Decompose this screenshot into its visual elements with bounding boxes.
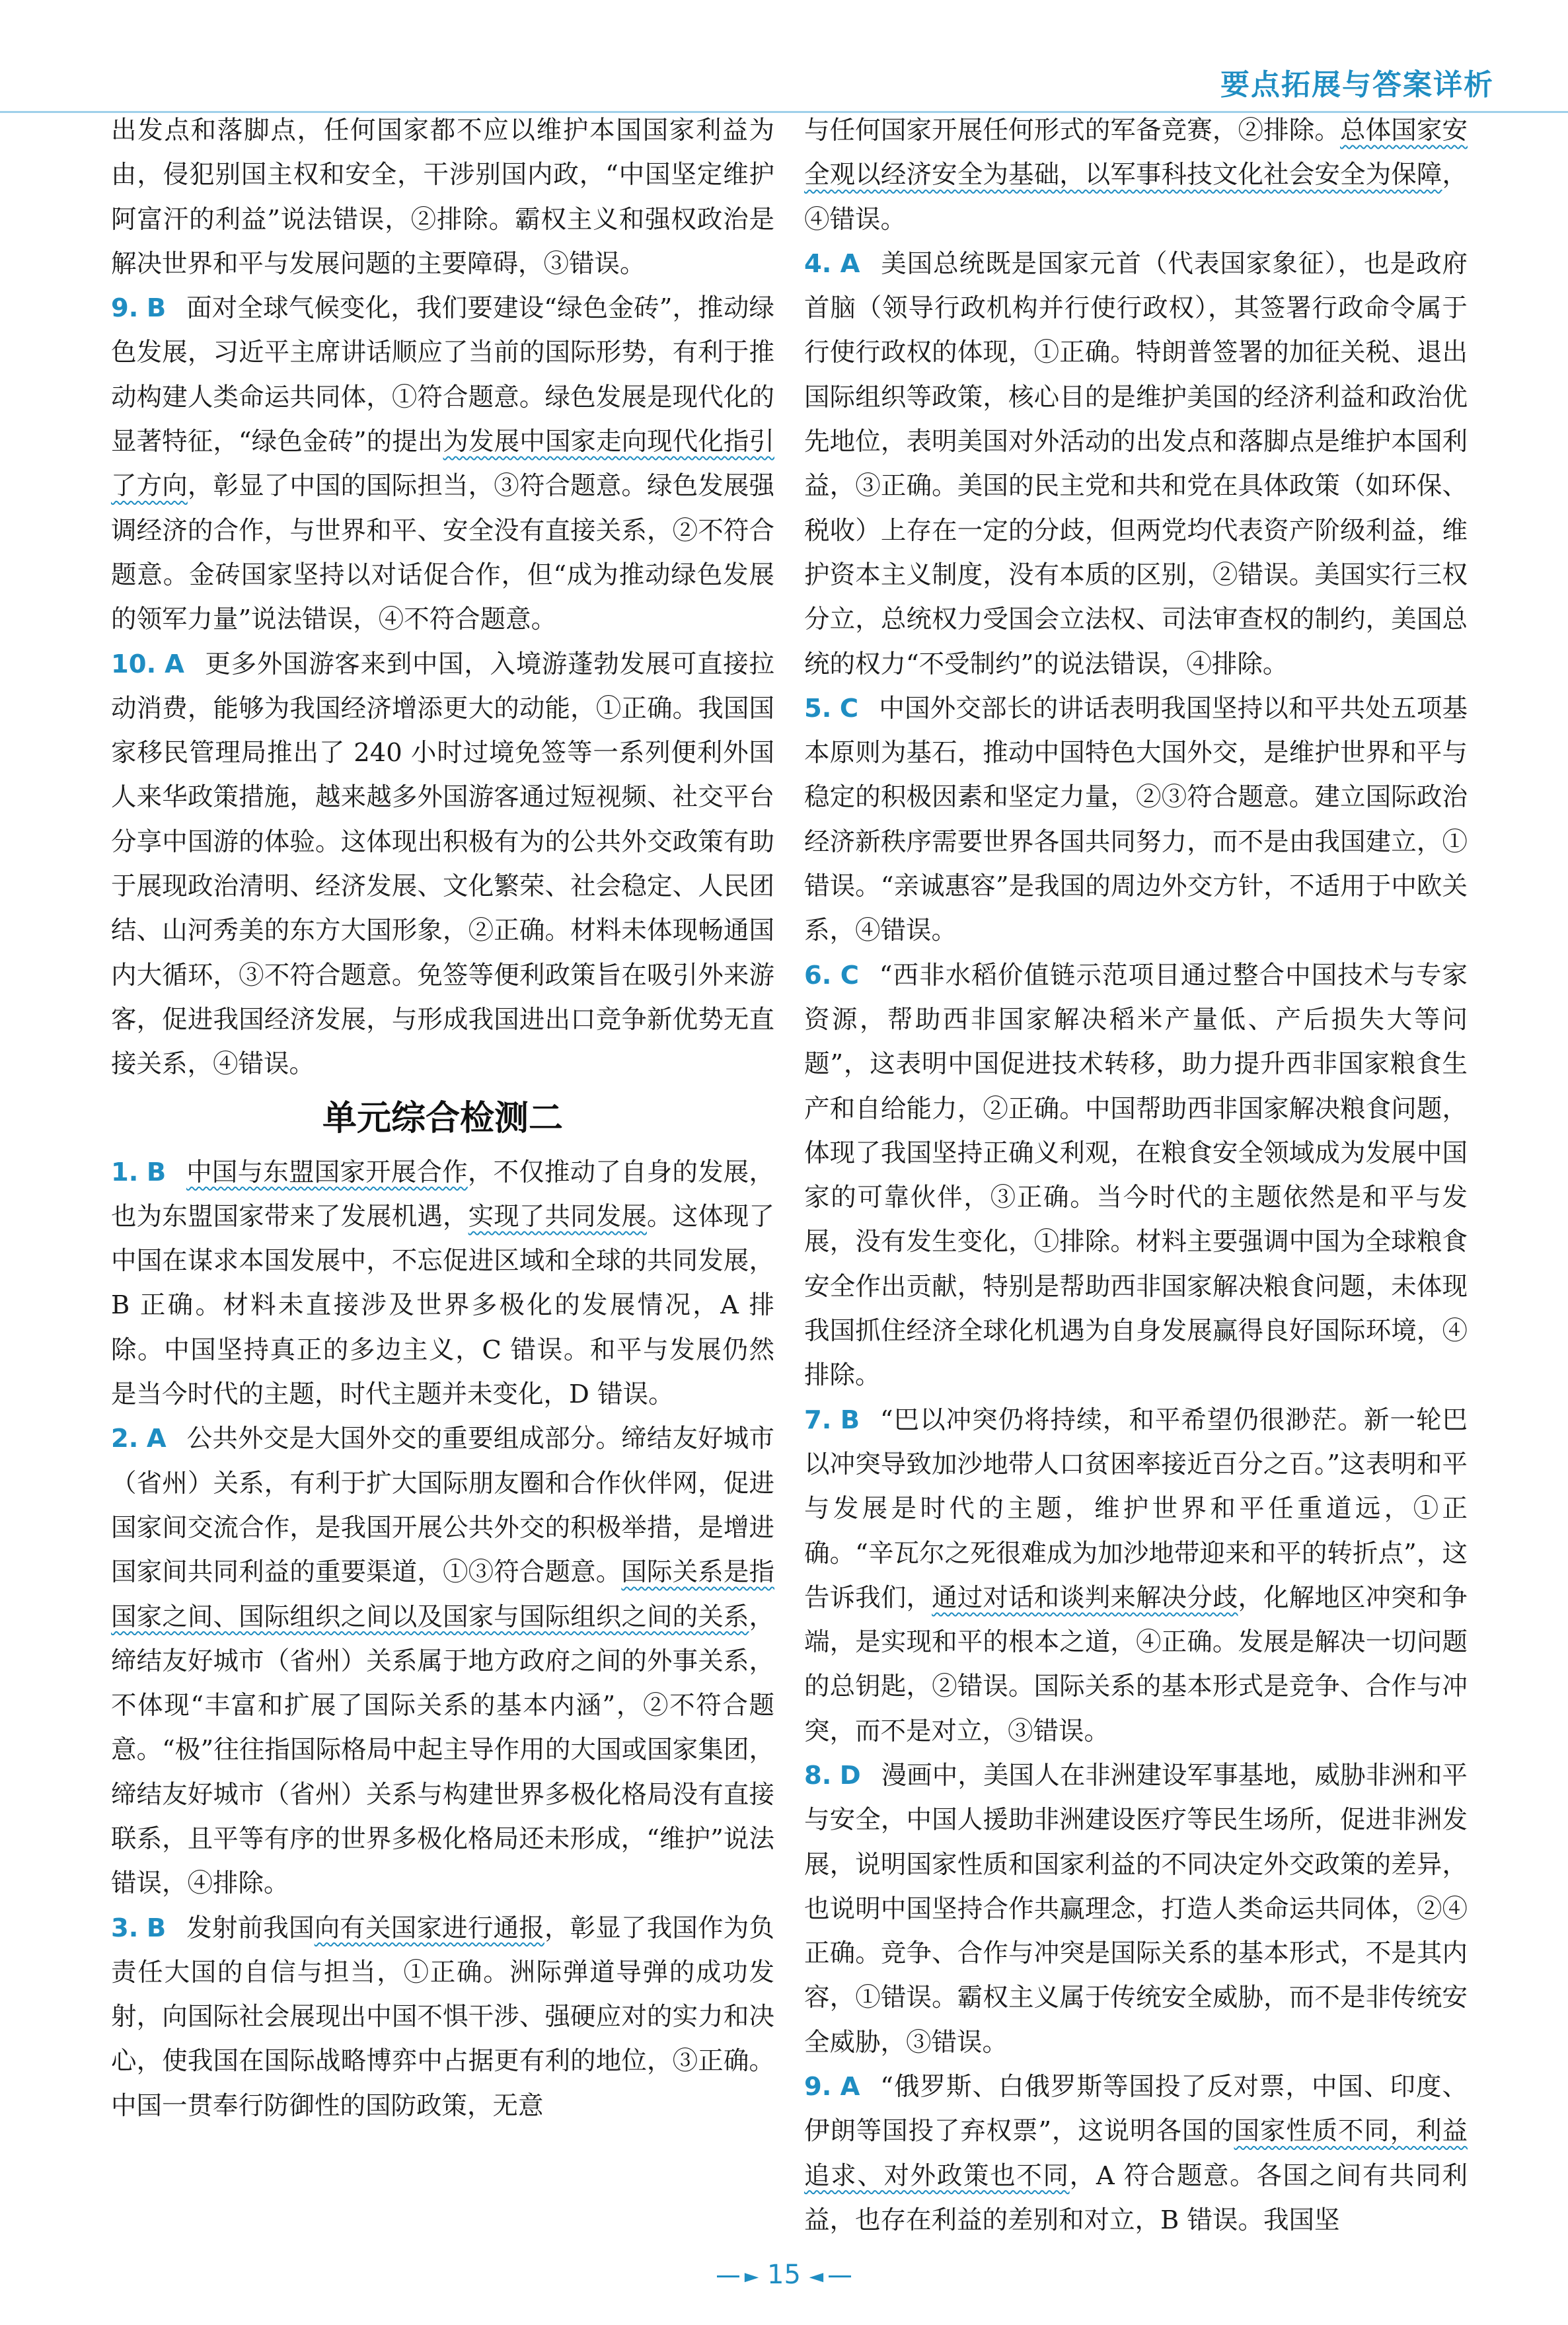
answer-letter: C	[840, 960, 859, 990]
key-point-underline: 向有关国家进行通报	[314, 1913, 544, 1943]
page-number: 15	[767, 2260, 801, 2290]
answer-item-5: 5. C 中国外交部长的讲话表明我国坚持以和平共处五项基本原则为基石，推动中国特色大国外交，是维护世界和平与稳定的积极因素和坚定力量，②③符合题意。建立国际政治经济新秩序需要世界各国共同努力，而不是由我国建立，①错误。“亲诚惠容”是我国的周边外交方针，不适用于中欧关系，④错误。	[804, 693, 1468, 946]
item-number: 9.	[804, 2072, 832, 2102]
answer-item-7: 7. B “巴以冲突仍将持续，和平希望仍很渺茫。新一轮巴以冲突导致加沙地带人口贫困率接近百分之百。”这表明和平与发展是时代的主题，维护世界和平任重道远，①正确。“辛瓦尔之死很难成为加沙地带迎来和平的转折点”，这告诉我们，通过对话和谈判来解决分歧，化解地区冲突和争端，是实现和平的根本之道，④正确。发展是解决一切问题的总钥匙，②错误。国际关系的基本形式是竞争、合作与冲突，而不是对立，③错误。	[804, 1405, 1468, 1746]
answer-item-9-unit2: 9. A “俄罗斯、白俄罗斯等国投了反对票，中国、印度、伊朗等国投了弃权票”，这说明各国的国家性质不同，利益追求、对外政策也不同，A 符合题意。各国之间有共同利益，也存在利益的差别和对立，B 错误。我国坚	[804, 2072, 1468, 2235]
answer-letter: B	[146, 1913, 167, 1943]
continued-paragraph: 与任何国家开展任何形式的军备竞赛，②排除。总体国家安全观以经济安全为基础，以军事科技文化社会安全为保障，④错误。	[804, 116, 1468, 235]
answer-item-10: 10. A 更多外国游客来到中国，入境游蓬勃发展可直接拉动消费，能够为我国经济增添更大的动能，①正确。我国国家移民管理局推出了 240 小时过境免签等一系列便利外国人来华政策措施，越来越多外国游客通过短视频、社交平台分享中国游的体验。这体现出积极有为的公共外交政策有助于展现政治清明、经济发展、文化繁荣、社会稳定、人民团结、山河秀美的东方大国形象，②正确。材料未体现畅通国内大循环，③不符合题意。免签等便利政策旨在吸引外来游客，促进我国经济发展，与形成我国进出口竞争新优势无直接关系，④错误。	[111, 649, 774, 1080]
item-number: 6.	[804, 960, 832, 990]
item-number: 1.	[111, 1157, 139, 1187]
section-title: 单元综合检测二	[322, 1098, 563, 1138]
item-number: 9.	[111, 293, 139, 324]
answer-item-3: 3. B 发射前我国向有关国家进行通报，彰显了我国作为负责任大国的自信与担当，①正确。洲际弹道导弹的成功发射，向国际社会展现出中国不惧干涉、强硬应对的实力和决心，使我国在国际战略博弈中占据更有利的地位，③正确。中国一贯奉行防御性的国防政策，无意	[111, 1913, 774, 2121]
item-number: 4.	[804, 248, 832, 279]
key-point-underline: 实现了共同发展	[468, 1201, 647, 1232]
answer-item-1: 1. B 中国与东盟国家开展合作，不仅推动了自身的发展，也为东盟国家带来了发展机遇，实现了共同发展。这体现了中国在谋求本国发展中，不忘促进区域和全球的共同发展，B 正确。材料未直接涉及世界多极化的发展情况，A 排除。中国坚持真正的多边主义，C 错误。和平与发展仍然是当今时代的主题，时代主题并未变化，D 错误。	[111, 1157, 774, 1410]
footer-dash-left	[717, 2275, 739, 2277]
item-number: 10.	[111, 649, 157, 679]
item-number: 2.	[111, 1424, 139, 1454]
right-column	[804, 108, 1468, 2242]
key-point-underline: 国际关系是指国家之间、国际组织之间以及国家与国际组织之间的关系	[111, 1557, 774, 1632]
answer-letter: A	[165, 649, 184, 679]
answer-letter: A	[840, 248, 860, 279]
answer-letter: A	[146, 1424, 167, 1454]
continued-paragraph: 出发点和落脚点，任何国家都不应以维护本国国家利益为由，侵犯别国主权和安全，干涉别国内政，“中国坚定维护阿富汗的利益”说法错误，②排除。霸权主义和强权政治是解决世界和平与发展问题的主要障碍，③错误。	[111, 116, 774, 279]
key-point-underline: 总体国家安全观以经济安全为基础，以军事科技文化社会安全为保障	[804, 116, 1468, 190]
answer-letter: D	[839, 1760, 861, 1790]
item-number: 5.	[804, 693, 832, 723]
answer-letter: C	[839, 693, 859, 723]
item-number: 3.	[111, 1913, 139, 1943]
key-point-underline: 通过对话和谈判来解决分歧	[932, 1582, 1238, 1613]
answer-item-4: 4. A 美国总统既是国家元首（代表国家象征），也是政府首脑（领导行政机构并行使行政权），其签署行政命令属于行使行政权的体现，①正确。特朗普签署的加征关税、退出国际组织等政策，核心目的是维护美国的经济利益和政治优先地位，表明美国对外活动的出发点和落脚点是维护本国利益，③正确。美国的民主党和共和党在具体政策（如环保、税收）上存在一定的分歧，但两党均代表资产阶级利益，维护资本主义制度，没有本质的区别，②错误。美国实行三权分立，总统权力受国会立法权、司法审查权的制约，美国总统的权力“不受制约”的说法错误，④排除。	[804, 248, 1468, 679]
arrow-left-icon: ◄	[809, 2265, 824, 2287]
arrow-right-icon: ►	[744, 2265, 759, 2287]
answer-item-9: 9. B 面对全球气候变化，我们要建设“绿色金砖”，推动绿色发展，习近平主席讲话顺应了当前的国际形势，有利于推动构建人类命运共同体，①符合题意。绿色发展是现代化的显著特征，“绿色金砖”的提出为发展中国家走向现代化指引了方向，彰显了中国的国际担当，③符合题意。绿色发展强调经济的合作，与世界和平、安全没有直接关系，②不符合题意。金砖国家坚持以对话促合作，但“成为推动绿色发展的领军力量”说法错误，④不符合题意。	[111, 293, 774, 635]
answer-letter: B	[840, 1405, 860, 1435]
key-point-underline: 中国与东盟国家开展合作	[186, 1157, 468, 1187]
key-point-underline: 国家性质不同，利益追求、对外政策也不同	[804, 2116, 1468, 2191]
answer-letter: B	[146, 293, 167, 324]
item-number: 8.	[804, 1760, 832, 1790]
left-column	[111, 108, 774, 2128]
item-number: 7.	[804, 1405, 832, 1435]
key-point-underline: 为发展中国家走向现代化指引了方向	[111, 427, 774, 501]
answer-item-6: 6. C “西非水稻价值链示范项目通过整合中国技术与专家资源，帮助西非国家解决稻米产量低、产后损失大等问题”，这表明中国促进技术转移，助力提升西非国家粮食生产和自给能力，②正确。中国帮助西非国家解决粮食问题，体现了我国坚持正确义利观，在粮食安全领域成为发展中国家的可靠伙伴，③正确。当今时代的主题依然是和平与发展，没有发生变化，①排除。材料主要强调中国为全球粮食安全作出贡献，特别是帮助西非国家解决粮食问题，未体现我国抓住经济全球化机遇为自身发展赢得良好国际环境，④排除。	[804, 960, 1468, 1391]
answer-item-2: 2. A 公共外交是大国外交的重要组成部分。缔结友好城市（省州）关系，有利于扩大国际朋友圈和合作伙伴网，促进国家间交流合作，是我国开展公共外交的积极举措，是增进国家间共同利益的重要渠道，①③符合题意。国际关系是指国家之间、国际组织之间以及国家与国际组织之间的关系，缔结友好城市（省州）关系属于地方政府之间的外事关系，不体现“丰富和扩展了国际关系的基本内涵”，②不符合题意。“极”往往指国际格局中起主导作用的大国或国家集团，缔结友好城市（省州）关系与构建世界多极化格局没有直接联系，且平等有序的世界多极化格局还未形成，“维护”说法错误，④排除。	[111, 1424, 774, 1899]
page-header-title: 要点拓展与答案详析	[1220, 68, 1494, 102]
answer-letter: B	[146, 1157, 167, 1187]
answer-letter: A	[840, 2072, 860, 2102]
page-footer	[0, 2260, 1568, 2290]
footer-dash-right	[829, 2275, 851, 2277]
answer-item-8: 8. D 漫画中，美国人在非洲建设军事基地，威胁非洲和平与安全，中国人援助非洲建设医疗等民生场所，促进非洲发展，说明国家性质和国家利益的不同决定外交政策的差异，也说明中国坚持合作共赢理念，打造人类命运共同体，②④正确。竞争、合作与冲突是国际关系的基本形式，不是其内容，①错误。霸权主义属于传统安全威胁，而不是非传统安全威胁，③错误。	[804, 1760, 1468, 2057]
